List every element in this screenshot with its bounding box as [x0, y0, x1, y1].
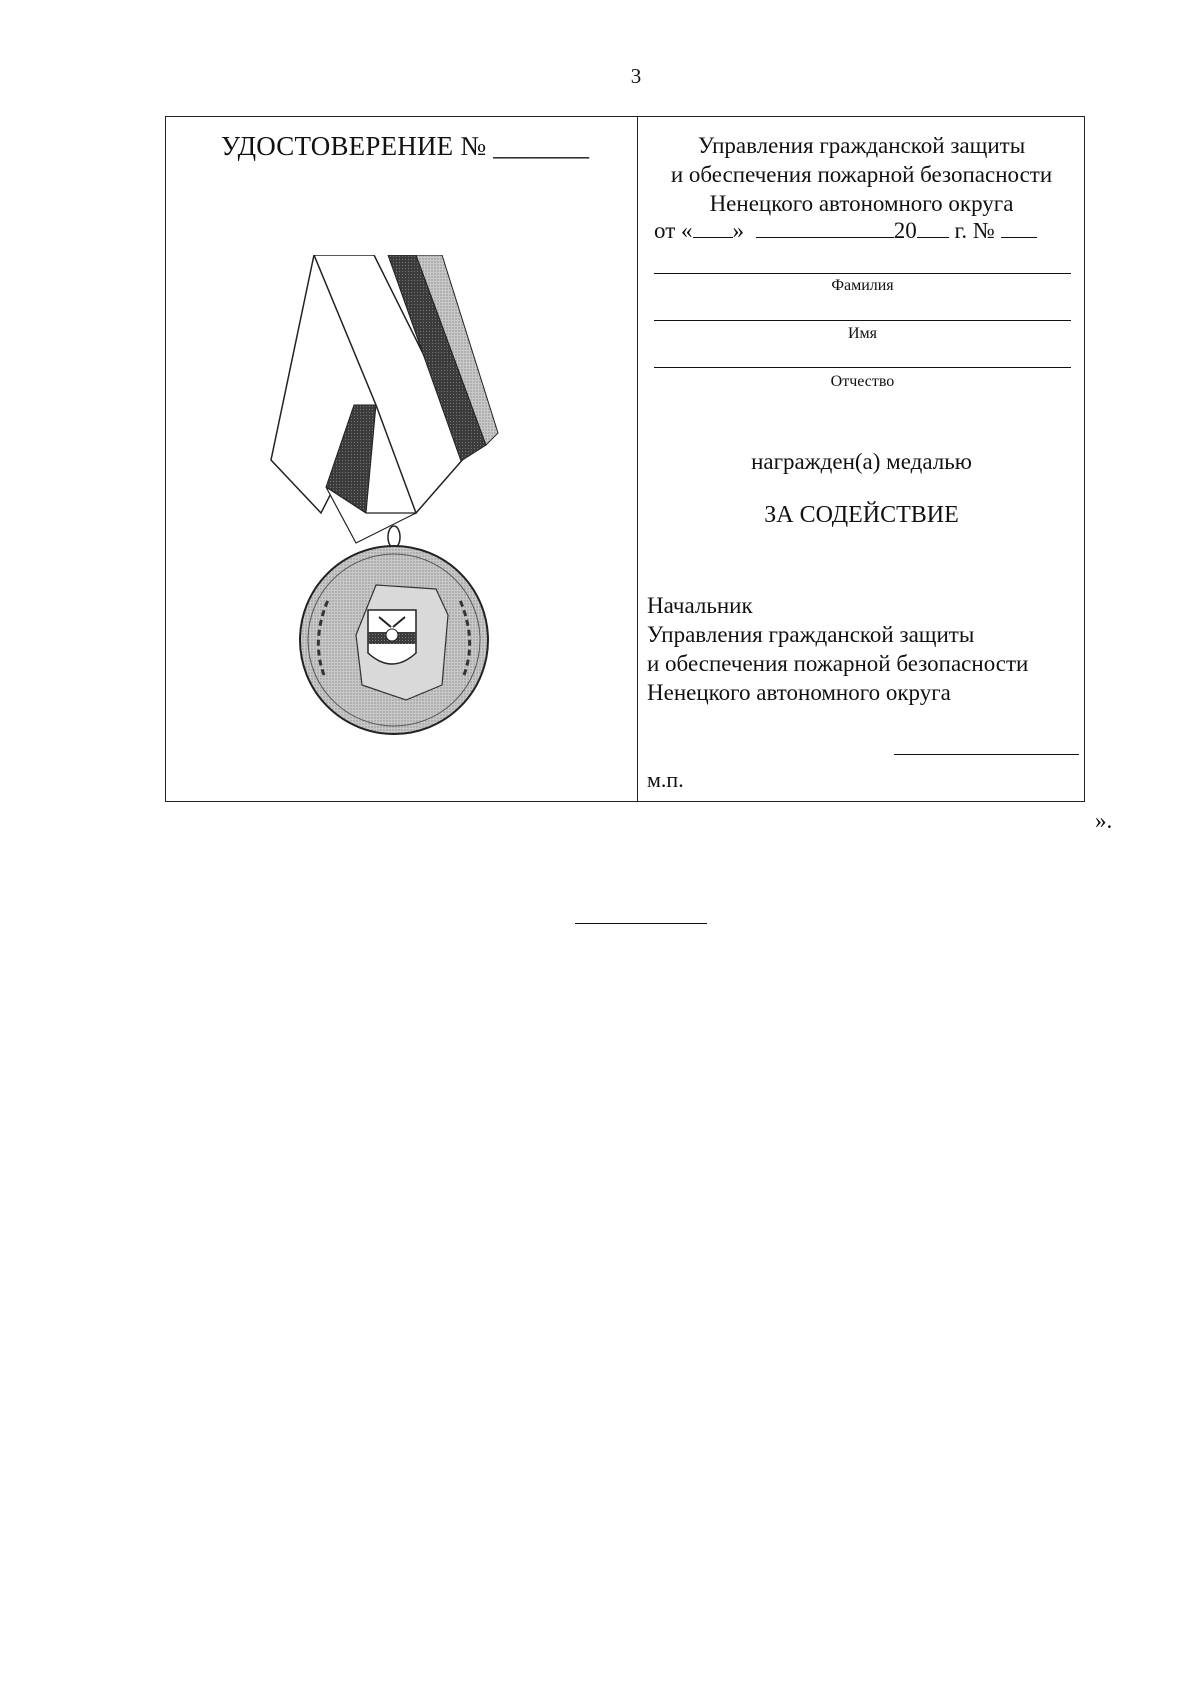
end-rule — [575, 923, 707, 924]
patronymic-line — [654, 367, 1071, 368]
signer-title — [647, 591, 1028, 707]
surname-line — [654, 273, 1071, 274]
patronymic-label: Отчество — [830, 373, 895, 390]
signer-line: Ненецкого автономного округа — [647, 680, 951, 705]
day-blank — [693, 217, 733, 238]
year-blank — [917, 217, 949, 238]
name-label: Имя — [847, 325, 878, 342]
name-line — [654, 320, 1071, 321]
date-prefix: от « — [654, 218, 693, 243]
page-number: 3 — [630, 64, 642, 88]
medal-name: ЗА СОДЕЙСТВИЕ — [764, 502, 959, 528]
date-quote-close: » — [732, 218, 744, 243]
closing-quote: ». — [1095, 808, 1113, 833]
issuing-organization — [639, 131, 1084, 218]
org-line: и обеспечения пожарной безопасности — [670, 162, 1053, 187]
signer-line: и обеспечения пожарной безопасности — [647, 651, 1029, 676]
month-blank — [756, 217, 894, 238]
stamp-label: м.п. — [647, 767, 684, 792]
signature-line — [894, 754, 1079, 755]
issue-date-line — [654, 217, 1037, 244]
org-line: Ненецкого автономного округа — [709, 191, 1014, 216]
certificate-right-panel — [639, 117, 1084, 801]
surname-label: Фамилия — [831, 277, 894, 294]
medal-icon — [266, 255, 546, 755]
certificate-title: УДОСТОВЕРЕНИЕ № _______ — [221, 131, 590, 161]
org-line: Управления гражданской защиты — [697, 133, 1026, 158]
number-blank — [1001, 217, 1037, 238]
certificate-form — [165, 116, 1085, 802]
year-prefix: 20 — [893, 218, 917, 243]
medal-illustration — [266, 255, 546, 755]
signer-line: Начальник — [647, 593, 753, 618]
awarded-text: награжден(а) медалью — [751, 449, 972, 474]
number-label: г. № — [954, 218, 995, 243]
signer-line: Управления гражданской защиты — [647, 622, 975, 647]
certificate-divider — [637, 117, 638, 801]
